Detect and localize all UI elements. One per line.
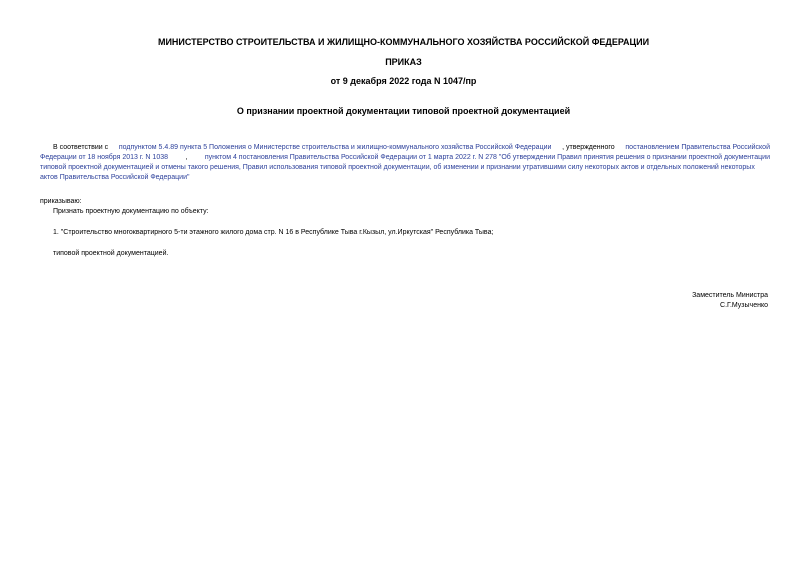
- signatory-position: Заместитель Министра: [692, 292, 768, 299]
- preamble-line: [40, 173, 770, 183]
- signatory-name: С.Г.Музыченко: [720, 302, 768, 309]
- preamble-line: [40, 153, 770, 163]
- doc-type: ПРИКАЗ: [385, 57, 422, 67]
- recognize-text: Признать проектную документацию по объекту:: [53, 208, 209, 215]
- date-number: от 9 декабря 2022 года N 1047/пр: [330, 76, 477, 86]
- regulation-link[interactable]: подпунктом 5.4.89 пункта 5 Положения о Министерстве строительства и жилищно-коммунального хозяйства Российской Федерации: [118, 144, 552, 151]
- preamble-text: В соответствии с: [53, 144, 109, 151]
- decree-278-link[interactable]: пунктом 4 постановления Правительства Российской Федерации от 1 марта 2022 г. N 278 "Об утверждении Правил принятия решения о признании проектной документации: [204, 154, 770, 161]
- decree-1038-link[interactable]: постановлением Правительства Российской: [625, 144, 770, 151]
- doc-subject: О признании проектной документации типовой проектной документацией: [236, 106, 571, 116]
- preamble-line: [40, 163, 770, 173]
- decree-278-link[interactable]: типовой проектной документацией и отмены такого решения, Правил использования типовой проектной документации, об изменении и признании утратившими силу некоторых актов и отдельных положений некоторых: [40, 164, 755, 171]
- decree-278-link[interactable]: актов Правительства Российской Федерации": [40, 174, 190, 181]
- order-word: приказываю:: [40, 198, 82, 205]
- typical-text: типовой проектной документацией.: [53, 250, 169, 257]
- decree-1038-link[interactable]: Федерации от 18 ноября 2013 г. N 1038: [40, 154, 169, 161]
- ministry-title: МИНИСТЕРСТВО СТРОИТЕЛЬСТВА И ЖИЛИЩНО-КОММУНАЛЬНОГО ХОЗЯЙСТВА РОССИЙСКОЙ ФЕДЕРАЦИИ: [157, 37, 650, 47]
- object-item: 1. "Строительство многоквартирного 5-ти этажного жилого дома стр. N 16 в Республике Тыва г.Кызыл, ул.Иркутская" Республика Тыва;: [53, 229, 494, 236]
- preamble-text: , утвержденного: [562, 144, 615, 151]
- preamble-paragraph: [40, 143, 770, 183]
- preamble-text: ,: [185, 154, 188, 161]
- preamble-line: [40, 143, 770, 153]
